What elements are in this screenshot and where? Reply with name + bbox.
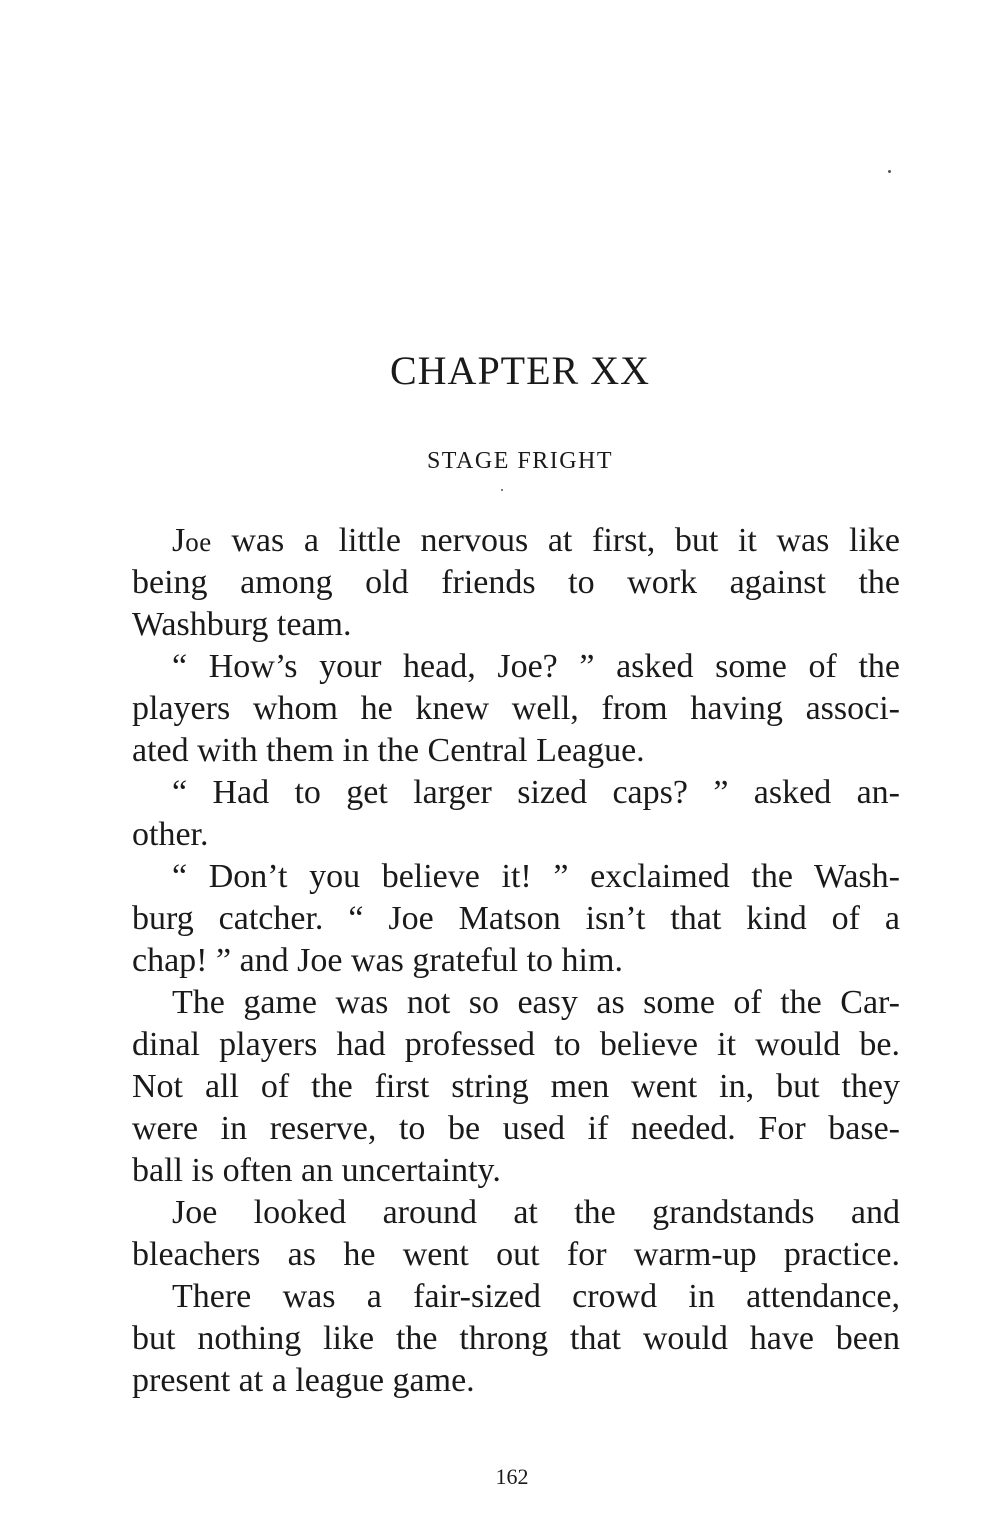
text-line: ball is often an uncertainty. (132, 1152, 501, 1189)
text-line: were in reserve, to be used if needed. For base- (132, 1110, 900, 1147)
text-line: present at a league game. (132, 1362, 475, 1399)
text-line: ated with them in the Central League. (132, 732, 645, 769)
page-number: 162 (495, 1464, 529, 1489)
opening-word: Joe (172, 522, 212, 559)
text-line: burg catcher. “ Joe Matson isn’t that kind of a (132, 900, 900, 937)
text-line: Joe was a little nervous at first, but it was like (172, 522, 900, 559)
text-line: Washburg team. (132, 606, 352, 643)
text-line: other. (132, 816, 209, 853)
text-line: “ How’s your head, Joe? ” asked some of the (172, 648, 900, 685)
print-speck (501, 489, 503, 491)
chapter-subtitle: STAGE FRIGHT (426, 448, 614, 474)
text-line: Not all of the first string men went in, but they (132, 1068, 900, 1105)
text-line: but nothing like the throng that would have been (132, 1320, 900, 1357)
text-line: There was a fair-sized crowd in attendance, (172, 1278, 900, 1315)
text-line: The game was not so easy as some of the Car- (172, 984, 900, 1021)
chapter-body-text (132, 520, 900, 1402)
text-line: dinal players had professed to believe it would be. (132, 1026, 900, 1063)
print-speck (888, 170, 891, 173)
text-line: bleachers as he went out for warm-up practice. (132, 1236, 900, 1273)
chapter-title: CHAPTER XX (389, 348, 651, 393)
text-line: “ Don’t you believe it! ” exclaimed the Wash- (172, 858, 900, 895)
text-line: being among old friends to work against the (132, 564, 900, 601)
text-line: players whom he knew well, from having associ- (132, 690, 900, 727)
text-line: “ Had to get larger sized caps? ” asked an- (172, 774, 900, 811)
text-line: chap! ” and Joe was grateful to him. (132, 942, 623, 979)
text-line: Joe looked around at the grandstands and (172, 1194, 900, 1231)
